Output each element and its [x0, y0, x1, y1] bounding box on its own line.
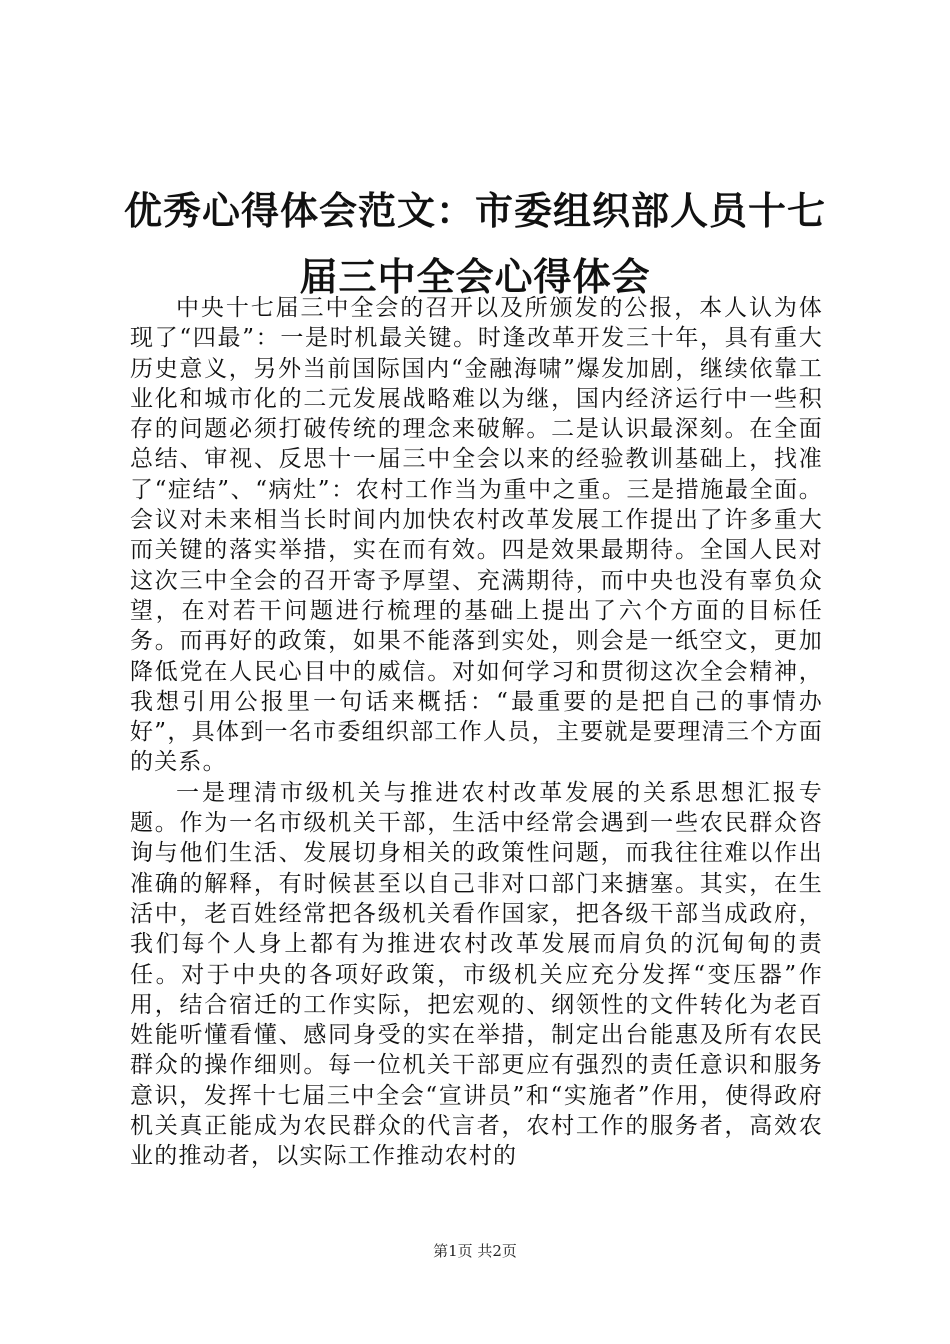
paragraph-2: 一是理清市级机关与推进农村改革发展的关系思想汇报专题。作为一名市级机关干部，生活中经常会遇到一些农民群众咨询与他们生活、发展切身相关的政策性问题，而我往往难以作出准确的解释，有时候甚至以自己非对口部门来搪塞。其实，在生活中，老百姓经常把各级机关看作国家，把各级干部当成政府，我们每个人身上都有为推进农村改革发展而肩负的沉甸甸的责任。对于中央的各项好政策，市级机关应充分发挥“变压器”作用，结合宿迁的工作实际，把宏观的、纲领性的文件转化为老百姓能听懂看懂、感同身受的实在举措，制定出台能惠及所有农民群众的操作细则。每一位机关干部更应有强烈的责任意识和服务意识，发挥十七届三中全会“宣讲员”和“实施者”作用，使得政府机关真正能成为农民群众的代言者，农村工作的服务者，高效农业的推动者，以实际工作推动农村的: [130, 779, 823, 1170]
page-number-footer: 第1页 共2页: [433, 1242, 517, 1260]
document-body: [130, 293, 823, 1172]
document-title: 优秀心得体会范文：市委组织部人员十七届三中全会心得体会: [123, 189, 826, 299]
paragraph-1: 中央十七届三中全会的召开以及所颁发的公报，本人认为体现了“四最”：一是时机最关键。时逢改革开发三十年，具有重大历史意义，另外当前国际国内“金融海啸”爆发加剧，继续依靠工业化和城市化的二元发展战略难以为继，国内经济运行中一些积存的问题必须打破传统的理念来破解。二是认识最深刻。在全面总结、审视、反思十一届三中全会以来的经验教训基础上，找准了“症结”、“病灶”：农村工作当为重中之重。三是措施最全面。会议对未来相当长时间内加快农村改革发展工作提出了许多重大而关键的落实举措，实在而有效。四是效果最期待。全国人民对这次三中全会的召开寄予厚望、充满期待，而中央也没有辜负众望，在对若干问题进行梳理的基础上提出了六个方面的目标任务。而再好的政策，如果不能落到实处，则会是一纸空文，更加降低党在人民心目中的威信。对如何学习和贯彻这次全会精神，我想引用公报里一句话来概括：“最重要的是把自己的事情办好”，具体到一名市委组织部工作人员，主要就是要理清三个方面的关系。: [130, 295, 823, 776]
